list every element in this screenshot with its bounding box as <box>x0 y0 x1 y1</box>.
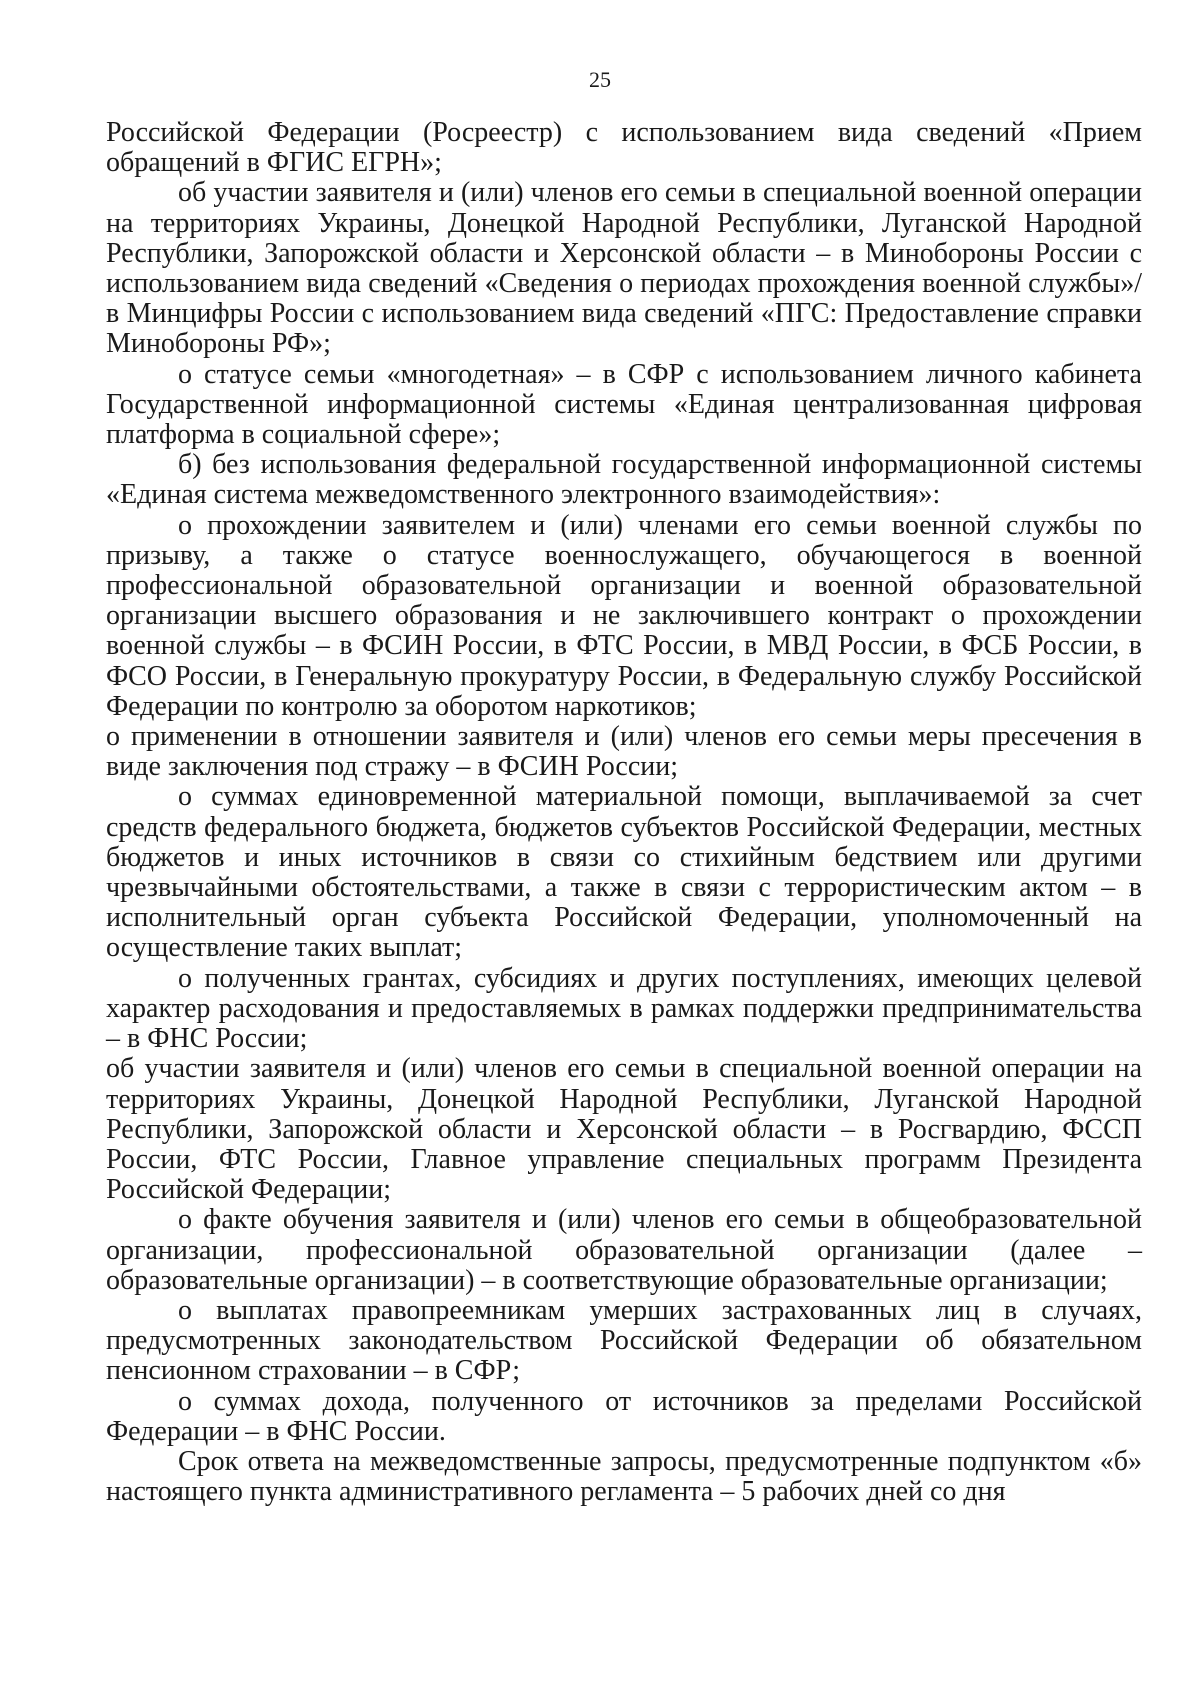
paragraph: о суммах единовременной материальной помощи, выплачиваемой за счет средств федерального бюджета, бюджетов субъектов Российской Федерации, местных бюджетов и иных источников в связи со стихийным бедствием или другими чрезвычайными обстоятельствами, а также в связи с террористическим актом – в исполнительный орган субъекта Российской Федерации, уполномоченный на осуществление таких выплат; <box>106 781 1142 964</box>
paragraph: б) без использования федеральной государственной информационной системы «Единая система межведомственного электронного взаимодействия»: <box>106 449 1142 511</box>
document-body <box>106 118 1142 1507</box>
paragraph: о выплатах правопреемникам умерших застрахованных лиц в случаях, предусмотренных законодательством Российской Федерации об обязательном пенсионном страховании – в СФР; <box>106 1294 1142 1387</box>
paragraph: об участии заявителя и (или) членов его семьи в специальной военной операции на территориях Украины, Донецкой Народной Республики, Луганской Народной Республики, Запорожской области и Херсонской области – в Минобороны России с использованием вида сведений «Сведения о периодах прохождения военной службы»/ в Минцифры России с использованием вида сведений «ПГС: Предоставление справки Минобороны РФ»; <box>106 177 1142 360</box>
paragraph: о суммах дохода, полученного от источников за пределами Российской Федерации – в ФНС России. <box>106 1385 1142 1447</box>
paragraph: о факте обучения заявителя и (или) членов его семьи в общеобразовательной организации, профессиональной образовательной организации (далее – образовательные организации) – в соответствующие образовательные организации; <box>106 1204 1142 1296</box>
paragraph: Срок ответа на межведомственные запросы, предусмотренные подпунктом «б» настоящего пункта административного регламента – 5 рабочих дней со дня <box>106 1445 1142 1508</box>
paragraph: об участии заявителя и (или) членов его семьи в специальной военной операции на территориях Украины, Донецкой Народной Республики, Луганской Народной Республики, Запорожской области и Херсонской области – в Росгвардию, ФССП России, ФТС России, Главное управление специальных программ Президента Российской Федерации; <box>106 1053 1142 1206</box>
page-number: 25 <box>589 67 611 92</box>
paragraph: о полученных грантах, субсидиях и других поступлениях, имеющих целевой характер расходования и предоставляемых в рамках поддержки предпринимательства – в ФНС России; <box>106 962 1142 1055</box>
paragraph: о прохождении заявителем и (или) членами его семьи военной службы по призыву, а также о статусе военнослужащего, обучающегося в военной профессиональной образовательной организации и военной образовательной организации высшего образования и не заключившего контракт о прохождении военной службы – в ФСИН России, в ФТС России, в МВД России, в ФСБ России, в ФСО России, в Генеральную прокуратуру России, в Федеральную службу Российской Федерации по контролю за оборотом наркотиков; <box>106 509 1142 722</box>
paragraph: Российской Федерации (Росреестр) с использованием вида сведений «Прием обращений в ФГИС ЕГРН»; <box>106 117 1142 179</box>
paragraph: о применении в отношении заявителя и (или) членов его семьи меры пресечения в виде заключения под стражу – в ФСИН России; <box>106 721 1142 783</box>
paragraph: о статусе семьи «многодетная» – в СФР с использованием личного кабинета Государственной информационной системы «Единая централизованная цифровая платформа в социальной сфере»; <box>106 358 1142 451</box>
